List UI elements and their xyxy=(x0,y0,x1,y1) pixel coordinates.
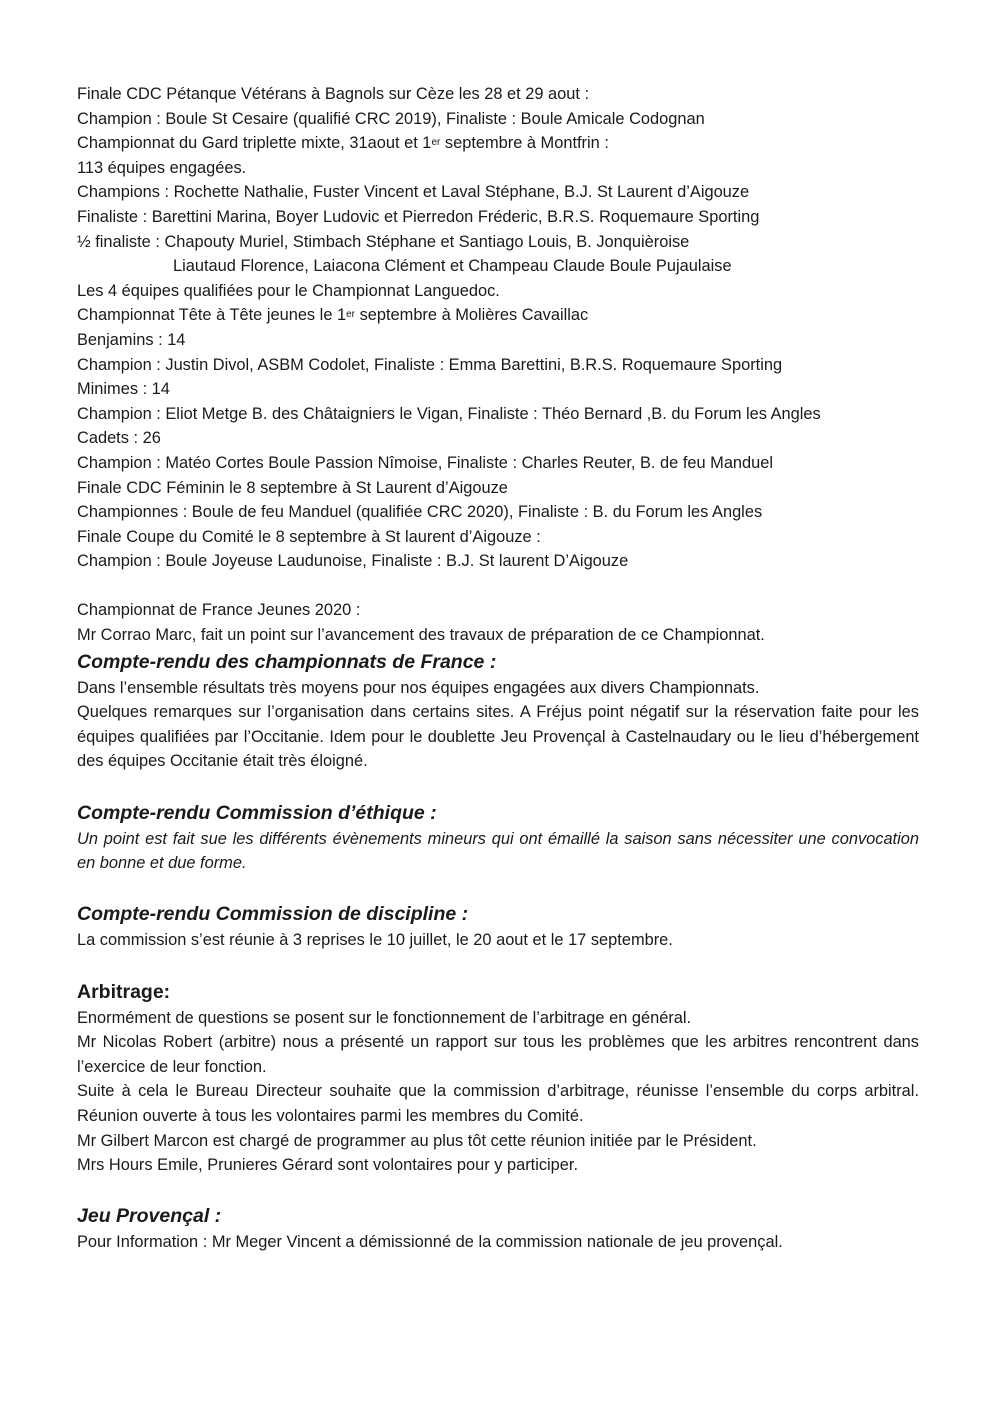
text-line: Liautaud Florence, Laiacona Clément et Champeau Claude Boule Pujaulaise xyxy=(173,257,732,276)
superscript: er xyxy=(346,309,356,321)
text-line: Champion : Matéo Cortes Boule Passion Nîmoise, Finaliste : Charles Reuter, B. de feu Manduel xyxy=(77,453,774,472)
text-span: Championnat du Gard triplette mixte, 31aout et 1 xyxy=(77,134,432,153)
paragraph: Pour Information : Mr Meger Vincent a démissionné de la commission nationale de jeu provençal. xyxy=(77,1233,783,1252)
paragraph: Dans l’ensemble résultats très moyens pour nos équipes engagées aux divers Championnats. xyxy=(77,678,760,697)
section-heading: Compte-rendu Commission de discipline : xyxy=(77,903,469,926)
text-line: Champion : Justin Divol, ASBM Codolet, Finaliste : Emma Barettini, B.R.S. Roquemaure Sporting xyxy=(77,355,783,374)
text-line: Cadets : 26 xyxy=(77,429,161,448)
paragraph: Enormément de questions se posent sur le fonctionnement de l’arbitrage en général. xyxy=(77,1008,692,1027)
text-line: Champion : Boule St Cesaire (qualifié CRC 2019), Finaliste : Boule Amicale Codognan xyxy=(77,109,705,128)
section-heading: Jeu Provençal : xyxy=(77,1205,222,1228)
ethique-section xyxy=(77,799,919,876)
text-line: Finale Coupe du Comité le 8 septembre à St laurent d’Aigouze : xyxy=(77,527,541,546)
text-line: Minimes : 14 xyxy=(77,380,170,399)
text-line: Benjamins : 14 xyxy=(77,330,186,349)
text-span: septembre à Molières Cavaillac xyxy=(355,306,589,325)
text-line: Champion : Boule Joyeuse Laudunoise, Finaliste : B.J. St laurent D’Aigouze xyxy=(77,552,629,571)
paragraph: Mr Nicolas Robert (arbitre) nous a présenté un rapport sur tous les problèmes que les arbitres rencontrent dans l’exercice de leur fonction. xyxy=(77,1033,919,1076)
paragraph: Mr Gilbert Marcon est chargé de programmer au plus tôt cette réunion initiée par le Président. xyxy=(77,1131,757,1150)
text-line: Les 4 équipes qualifiées pour le Championnat Languedoc. xyxy=(77,281,500,300)
text-line: Finaliste : Barettini Marina, Boyer Ludovic et Pierredon Fréderic, B.R.S. Roquemaure Sporting xyxy=(77,207,760,226)
text-line xyxy=(77,303,919,328)
paragraph: Un point est fait sue les différents évènements mineurs qui ont émaillé la saison sans nécessiter une convocation en bonne et due forme. xyxy=(77,829,919,873)
text-line: Finale CDC Féminin le 8 septembre à St Laurent d’Aigouze xyxy=(77,478,508,497)
arbitrage-section xyxy=(77,978,919,1178)
paragraph: Suite à cela le Bureau Directeur souhaite que la commission d’arbitrage, réunisse l’ensemble du corps arbitral. Réunion ouverte à tous les volontaires parmi les membres du Comité. xyxy=(77,1082,919,1125)
paragraph: Quelques remarques sur l’organisation dans certains sites. A Fréjus point négatif sur la réservation faite pour les équipes qualifiées par l’Occitanie. Idem pour le doublette Jeu Provençal à Castelnaudary ou le lieu d’hébergement des équipes Occitanie était très éloigné. xyxy=(77,703,919,771)
text-line: 113 équipes engagées. xyxy=(77,158,247,177)
provencal-section xyxy=(77,1202,919,1255)
paragraph: Mr Corrao Marc, fait un point sur l’avancement des travaux de préparation de ce Championnat. xyxy=(77,626,765,645)
document-page xyxy=(77,82,919,1255)
text-line: Champions : Rochette Nathalie, Fuster Vincent et Laval Stéphane, B.J. St Laurent d’Aigouze xyxy=(77,183,750,202)
superscript: er xyxy=(431,137,441,149)
section-heading: Arbitrage: xyxy=(77,980,171,1003)
discipline-section xyxy=(77,900,919,953)
section-heading: Compte-rendu Commission d’éthique : xyxy=(77,801,437,824)
jeunes-2020-section xyxy=(77,598,919,647)
france-section xyxy=(77,648,919,774)
results-section xyxy=(77,82,919,574)
text-line: Finale CDC Pétanque Vétérans à Bagnols sur Cèze les 28 et 29 aout : xyxy=(77,85,590,103)
text-line: Championnes : Boule de feu Manduel (qualifiée CRC 2020), Finaliste : B. du Forum les Angles xyxy=(77,503,763,522)
text-span: Championnat Tête à Tête jeunes le 1 xyxy=(77,306,347,325)
text-line xyxy=(77,131,919,156)
text-line: Champion : Eliot Metge B. des Châtaigniers le Vigan, Finaliste : Théo Bernard ,B. du Forum les Angles xyxy=(77,404,821,423)
section-title: Championnat de France Jeunes 2020 : xyxy=(77,601,361,620)
text-line: ½ finaliste : Chapouty Muriel, Stimbach Stéphane et Santiago Louis, B. Jonquièroise xyxy=(77,232,690,251)
text-span: septembre à Montfrin : xyxy=(440,134,609,153)
section-heading: Compte-rendu des championnats de France : xyxy=(77,650,497,673)
paragraph: Mrs Hours Emile, Prunieres Gérard sont volontaires pour y participer. xyxy=(77,1156,579,1175)
paragraph: La commission s’est réunie à 3 reprises le 10 juillet, le 20 aout et le 17 septembre. xyxy=(77,931,673,950)
